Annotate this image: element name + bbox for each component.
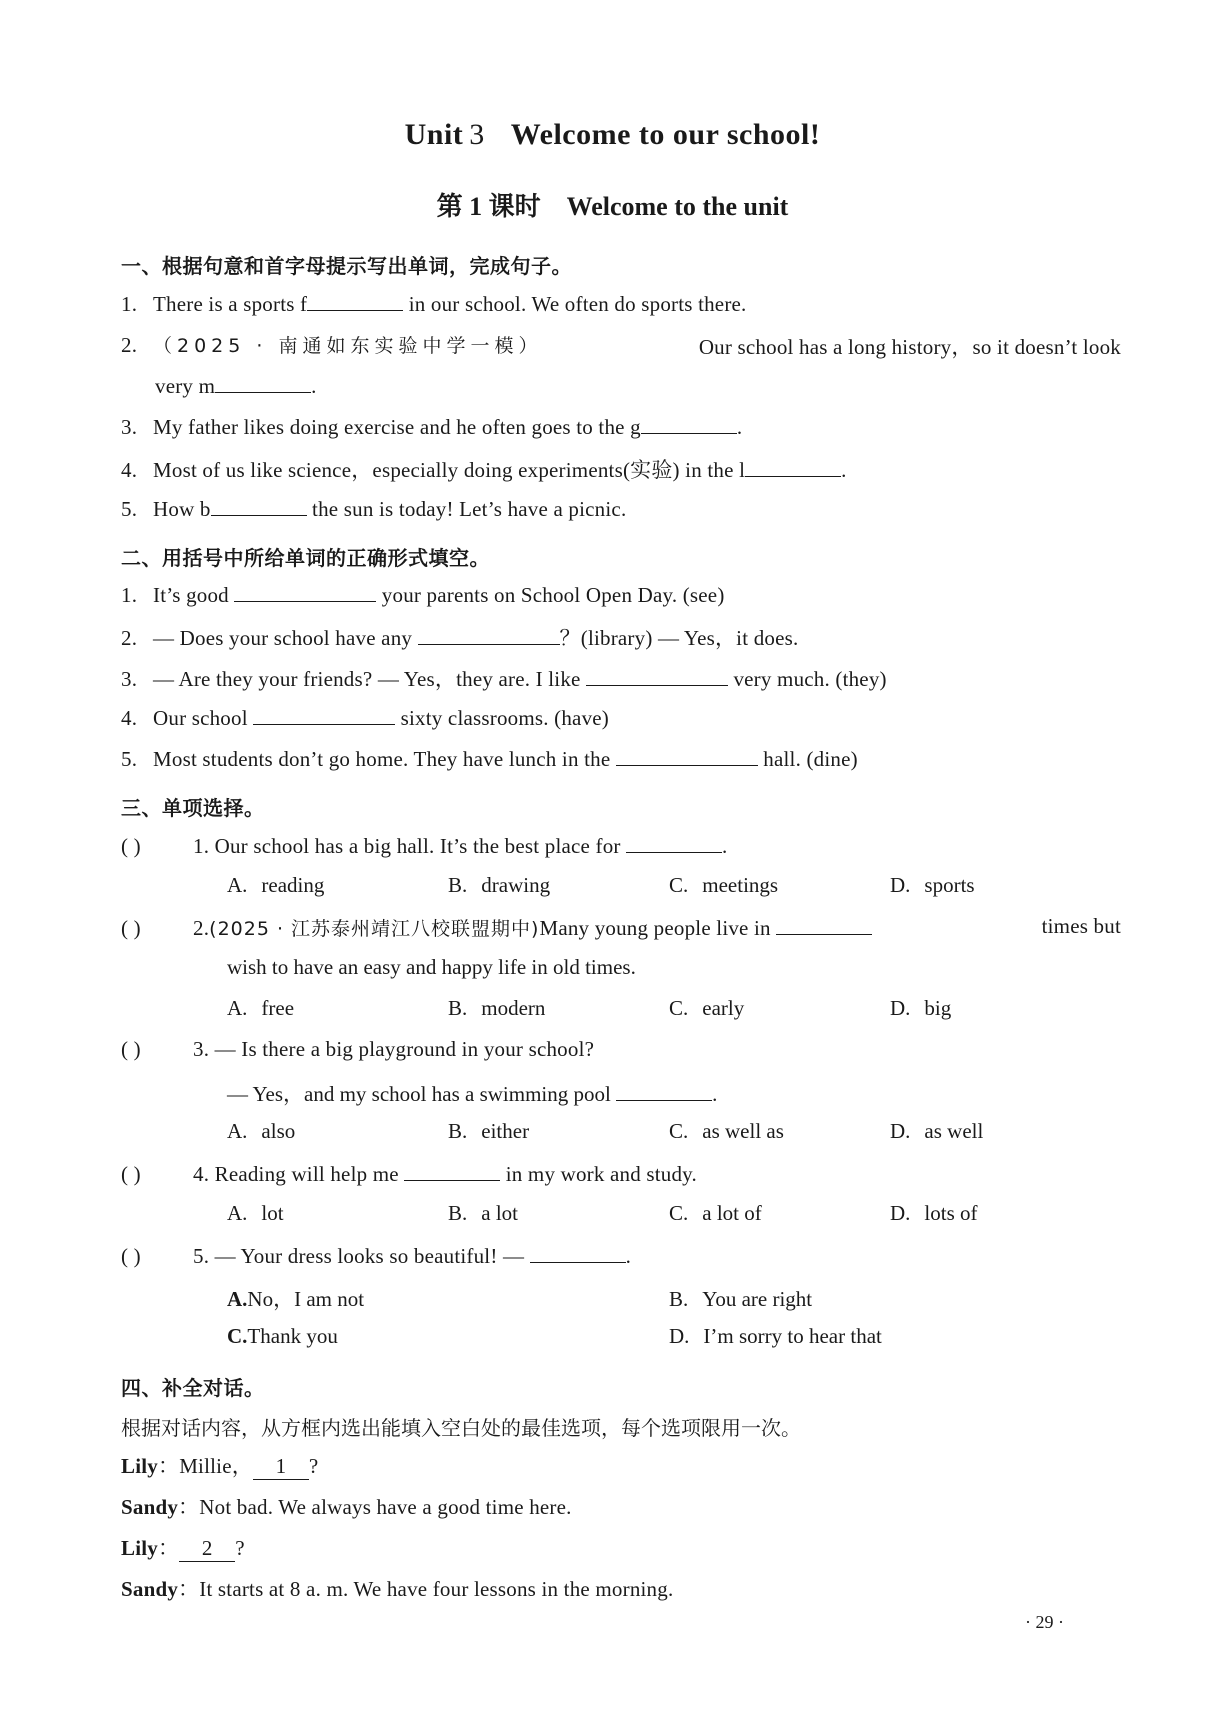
s2-item-5: 5. Most students don’t go home. They have lunch in the hall. (dine) bbox=[121, 747, 858, 771]
speaker-name: Lily bbox=[121, 1454, 158, 1478]
dialogue-blank[interactable]: 1 bbox=[253, 1454, 309, 1480]
option-c[interactable]: C. early bbox=[669, 996, 745, 1020]
s2-item-2: 2. — Does your school have any ？(library) — Yes，it does. bbox=[121, 626, 799, 650]
source-note: （2025 · 南通如东实验中学一模） bbox=[153, 335, 543, 357]
answer-blank[interactable] bbox=[745, 456, 841, 477]
mcq-3-cont: — Yes，and my school has a swimming pool . bbox=[227, 1082, 718, 1106]
s1-item-3: 3. My father likes doing exercise and he often goes to the g . bbox=[121, 415, 743, 439]
answer-blank[interactable] bbox=[253, 704, 395, 725]
answer-blank[interactable] bbox=[586, 665, 728, 686]
lesson-label: 第 1 课时 bbox=[436, 192, 541, 221]
s1-item-5: 5. How b the sun is today! Let’s have a picnic. bbox=[121, 497, 627, 521]
lesson-title-text: Welcome to the unit bbox=[566, 192, 789, 221]
answer-blank[interactable] bbox=[530, 1242, 626, 1263]
answer-paren[interactable]: ( ) bbox=[121, 834, 141, 858]
option-c[interactable]: C. a lot of bbox=[669, 1201, 762, 1225]
mcq-2-options bbox=[227, 996, 951, 1021]
answer-blank[interactable] bbox=[776, 914, 872, 935]
section2-heading: 二、用括号中所给单词的正确形式填空。 bbox=[121, 546, 490, 570]
mcq-4: ( ) 4. Reading will help me in my work and study. bbox=[121, 1162, 697, 1186]
option-c[interactable]: C. as well as bbox=[669, 1119, 784, 1143]
mcq-1-options bbox=[227, 873, 975, 898]
option-a[interactable]: A. lot bbox=[227, 1201, 284, 1225]
option-d[interactable]: D. lots of bbox=[890, 1201, 978, 1225]
answer-paren[interactable]: ( ) bbox=[121, 916, 141, 940]
s2-item-4: 4. Our school sixty classrooms. (have) bbox=[121, 706, 609, 730]
option-b[interactable]: B. a lot bbox=[448, 1201, 519, 1225]
mcq-4-options bbox=[227, 1201, 978, 1226]
option-d[interactable]: D. sports bbox=[890, 873, 975, 897]
option-a[interactable]: A. free bbox=[227, 996, 295, 1020]
option-d[interactable]: D. I’m sorry to hear that bbox=[669, 1324, 882, 1348]
section3-heading: 三、单项选择。 bbox=[121, 796, 265, 820]
s1-item-2: 2. （2025 · 南通如东实验中学一模） Our school has a long history，so it doesn’t look bbox=[121, 333, 1121, 359]
dialogue-blank[interactable]: 2 bbox=[179, 1536, 235, 1562]
option-d[interactable]: D. as well bbox=[890, 1119, 984, 1143]
answer-blank[interactable] bbox=[307, 290, 403, 311]
unit-label: Unit bbox=[404, 118, 464, 151]
speaker-name: Lily bbox=[121, 1536, 158, 1560]
answer-paren[interactable]: ( ) bbox=[121, 1162, 141, 1186]
mcq-2-cont: wish to have an easy and happy life in old times. bbox=[227, 955, 636, 979]
option-b[interactable]: B. modern bbox=[448, 996, 546, 1020]
unit-number: 3 bbox=[469, 118, 485, 151]
s1-item-1: 1. There is a sports f in our school. We often do sports there. bbox=[121, 292, 747, 316]
mcq-3: ( ) 3. — Is there a big playground in your school? bbox=[121, 1037, 595, 1061]
dialogue-line-2: Sandy：Not bad. We always have a good time here. bbox=[121, 1495, 572, 1519]
dialogue-line-4: Sandy：It starts at 8 a. m. We have four lessons in the morning. bbox=[121, 1577, 674, 1601]
s2-item-3: 3. — Are they your friends? — Yes，they are. I like very much. (they) bbox=[121, 667, 887, 691]
source-note: (2025 · 江苏泰州靖江八校联盟期中) bbox=[209, 918, 540, 940]
option-c[interactable]: C.Thank you bbox=[227, 1324, 338, 1348]
lesson-title bbox=[0, 186, 1225, 223]
section1-heading: 一、根据句意和首字母提示写出单词，完成句子。 bbox=[121, 254, 572, 278]
answer-blank[interactable] bbox=[626, 832, 722, 853]
s1-item-4: 4. Most of us like science，especially doing experiments(实验) in the l . bbox=[121, 458, 847, 482]
option-a[interactable]: A. reading bbox=[227, 873, 325, 897]
page-number: · 29 · bbox=[1025, 1612, 1064, 1632]
dialogue-line-3: Lily： 2 ? bbox=[121, 1536, 245, 1560]
answer-blank[interactable] bbox=[404, 1160, 500, 1181]
section4-instruction: 根据对话内容，从方框内选出能填入空白处的最佳选项，每个选项限用一次。 bbox=[121, 1416, 801, 1440]
s2-item-1: 1. It’s good your parents on School Open Day. (see) bbox=[121, 583, 725, 607]
answer-paren[interactable]: ( ) bbox=[121, 1037, 141, 1061]
option-b[interactable]: B. drawing bbox=[448, 873, 551, 897]
option-b[interactable]: B. You are right bbox=[669, 1287, 813, 1311]
dialogue-line-1: Lily：Millie， 1 ? bbox=[121, 1454, 319, 1478]
answer-blank[interactable] bbox=[616, 1080, 712, 1101]
mcq-2: ( ) 2.(2025 · 江苏泰州靖江八校联盟期中)Many young people live in times but bbox=[121, 914, 1121, 940]
mcq-5: ( ) 5. — Your dress looks so beautiful! — . bbox=[121, 1244, 632, 1268]
answer-blank[interactable] bbox=[641, 413, 737, 434]
option-b[interactable]: B. either bbox=[448, 1119, 530, 1143]
speaker-name: Sandy bbox=[121, 1577, 179, 1601]
mcq-5-options-row1 bbox=[227, 1283, 812, 1313]
answer-blank[interactable] bbox=[215, 372, 311, 393]
s1-item-2-cont: very m . bbox=[155, 374, 317, 398]
option-a[interactable]: A. also bbox=[227, 1119, 296, 1143]
answer-blank[interactable] bbox=[234, 581, 376, 602]
mcq-1: ( ) 1. Our school has a big hall. It’s the best place for . bbox=[121, 834, 728, 858]
answer-paren[interactable]: ( ) bbox=[121, 1244, 141, 1268]
answer-blank[interactable] bbox=[211, 495, 307, 516]
answer-blank[interactable] bbox=[616, 745, 758, 766]
mcq-5-options-row2 bbox=[227, 1324, 882, 1349]
option-d[interactable]: D. big bbox=[890, 996, 952, 1020]
answer-blank[interactable] bbox=[418, 624, 560, 645]
unit-title bbox=[0, 118, 1225, 152]
option-a[interactable]: A.No，I am not bbox=[227, 1287, 365, 1311]
section4-heading: 四、补全对话。 bbox=[121, 1376, 265, 1400]
option-c[interactable]: C. meetings bbox=[669, 873, 779, 897]
unit-title-text: Welcome to our school! bbox=[510, 118, 821, 151]
speaker-name: Sandy bbox=[121, 1495, 179, 1519]
mcq-3-options bbox=[227, 1119, 983, 1144]
